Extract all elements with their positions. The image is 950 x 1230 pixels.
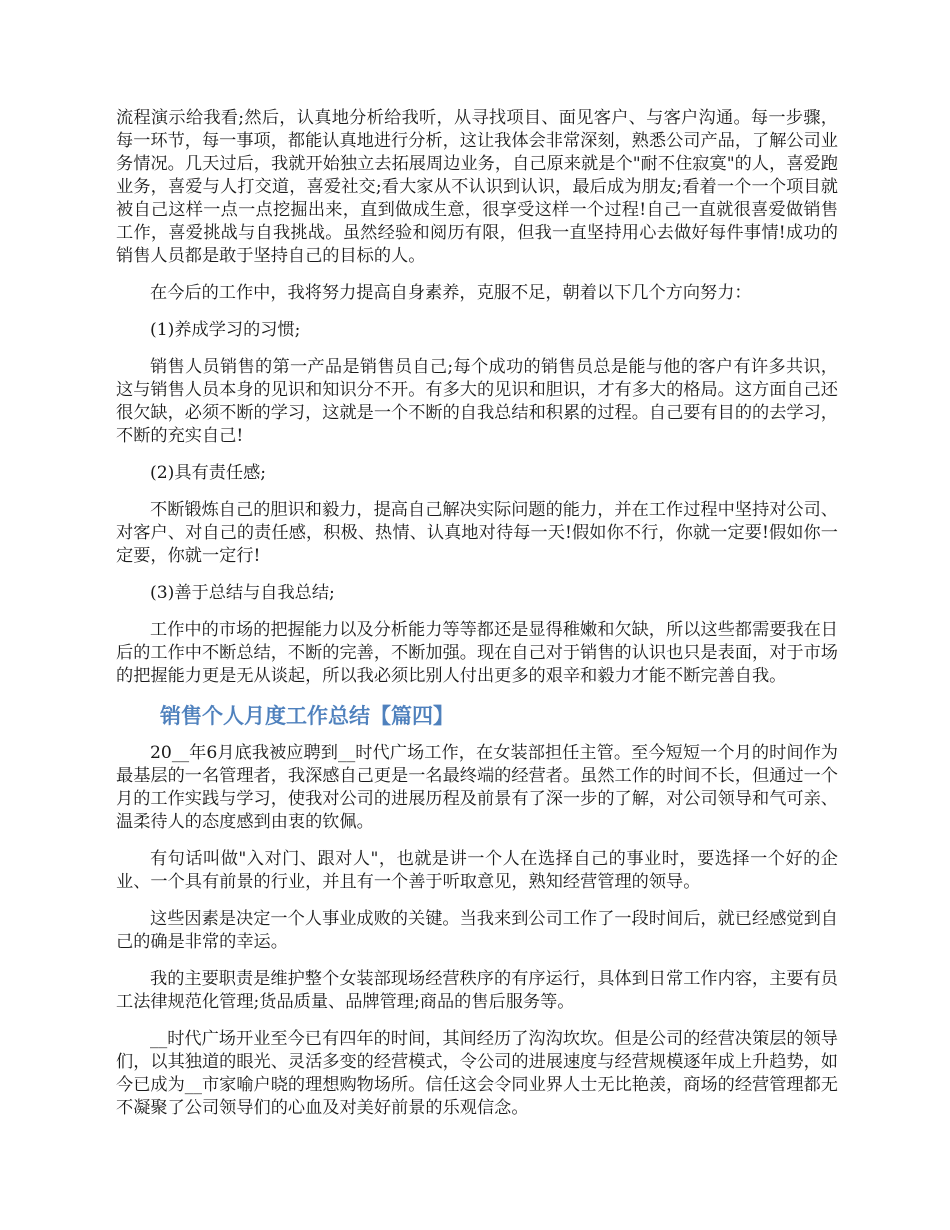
list-item-2: (2)具有责任感;: [150, 463, 267, 483]
paragraph-4: 不断锻炼自己的胆识和毅力，提高自己解决实际问题的能力，并在工作过程中坚持对公司、对客户、对自己的责任感，积极、热情、认真地对待每一天!假如你不行，你就一定要!假如你一定要，你就一定行!: [116, 500, 838, 566]
list-item-3: (3)善于总结与自我总结;: [150, 583, 335, 603]
paragraph-6: 20__年6月底我被应聘到__时代广场工作，在女装部担任主管。至今短短一个月的时间作为最基层的一名管理者，我深感自己更是一名最终端的经营者。虽然工作的时间不长，但通过一个月的工作实践与学习，使我对公司的进展历程及前景有了深一步的了解，对公司领导和气可亲、温柔待人的态度感到由衷的钦佩。: [116, 743, 838, 832]
section-heading: 销售个人月度工作总结【篇四】: [160, 704, 454, 728]
paragraph-8: 这些因素是决定一个人事业成败的关键。当我来到公司工作了一段时间后，就已经感觉到自己的确是非常的幸运。: [116, 909, 838, 952]
paragraph-7: 有句话叫做"入对门、跟对人"，也就是讲一个人在选择自己的事业时，要选择一个好的企业、一个具有前景的行业，并且有一个善于听取意见，熟知经营管理的领导。: [116, 849, 838, 892]
list-item-1: (1)养成学习的习惯;: [150, 320, 301, 340]
paragraph-2: 在今后的工作中，我将努力提高自身素养，克服不足，朝着以下几个方向努力：: [150, 283, 752, 303]
paragraph-5: 工作中的市场的把握能力以及分析能力等等都还是显得稚嫩和欠缺，所以这些都需要我在日后的工作中不断总结，不断的完善，不断加强。现在自己对于销售的认识也只是表面，对于市场的把握能力更是无从谈起，所以我必须比别人付出更多的艰辛和毅力才能不断完善自我。: [116, 620, 838, 686]
paragraph-3: 销售人员销售的第一产品是销售员自己;每个成功的销售员总是能与他的客户有许多共识，这与销售人员本身的见识和知识分不开。有多大的见识和胆识，才有多大的格局。这方面自己还很欠缺，必须不断的学习，这就是一个不断的自我总结和积累的过程。自己要有目的的去学习，不断的充实自己!: [116, 357, 838, 446]
paragraph-9: 我的主要职责是维护整个女装部现场经营秩序的有序运行，具体到日常工作内容，主要有员工法律规范化管理;货品质量、品牌管理;商品的售后服务等。: [116, 969, 838, 1012]
paragraph-10: __时代广场开业至今已有四年的时间，其间经历了沟沟坎坎。但是公司的经营决策层的领导们，以其独道的眼光、灵活多变的经营模式，令公司的进展速度与经营规模逐年成上升趋势，如今已成为__市家喻户晓的理想购物场所。信任这会令同业界人士无比艳羡，商场的经营管理都无不凝聚了公司领导们的心血及对美好前景的乐观信念。: [116, 1029, 838, 1118]
paragraph-1: 流程演示给我看;然后，认真地分析给我听，从寻找项目、面见客户、与客户沟通。每一步骤，每一环节，每一事项，都能认真地进行分析，这让我体会非常深刻，熟悉公司产品，了解公司业务情况。几天过后，我就开始独立去拓展周边业务，自己原来就是个"耐不住寂寞"的人，喜爱跑业务，喜爱与人打交道，喜爱社交;看大家从不认识到认识，最后成为朋友;看着一个一个项目就被自己这样一点一点挖掘出来，直到做成生意，很享受这样一个过程!自己一直就很喜爱做销售工作，喜爱挑战与自我挑战。虽然经验和阅历有限，但我一直坚持用心去做好每件事情!成功的销售人员都是敢于坚持自己的目标的人。: [116, 108, 838, 266]
document-page: [116, 107, 838, 1120]
